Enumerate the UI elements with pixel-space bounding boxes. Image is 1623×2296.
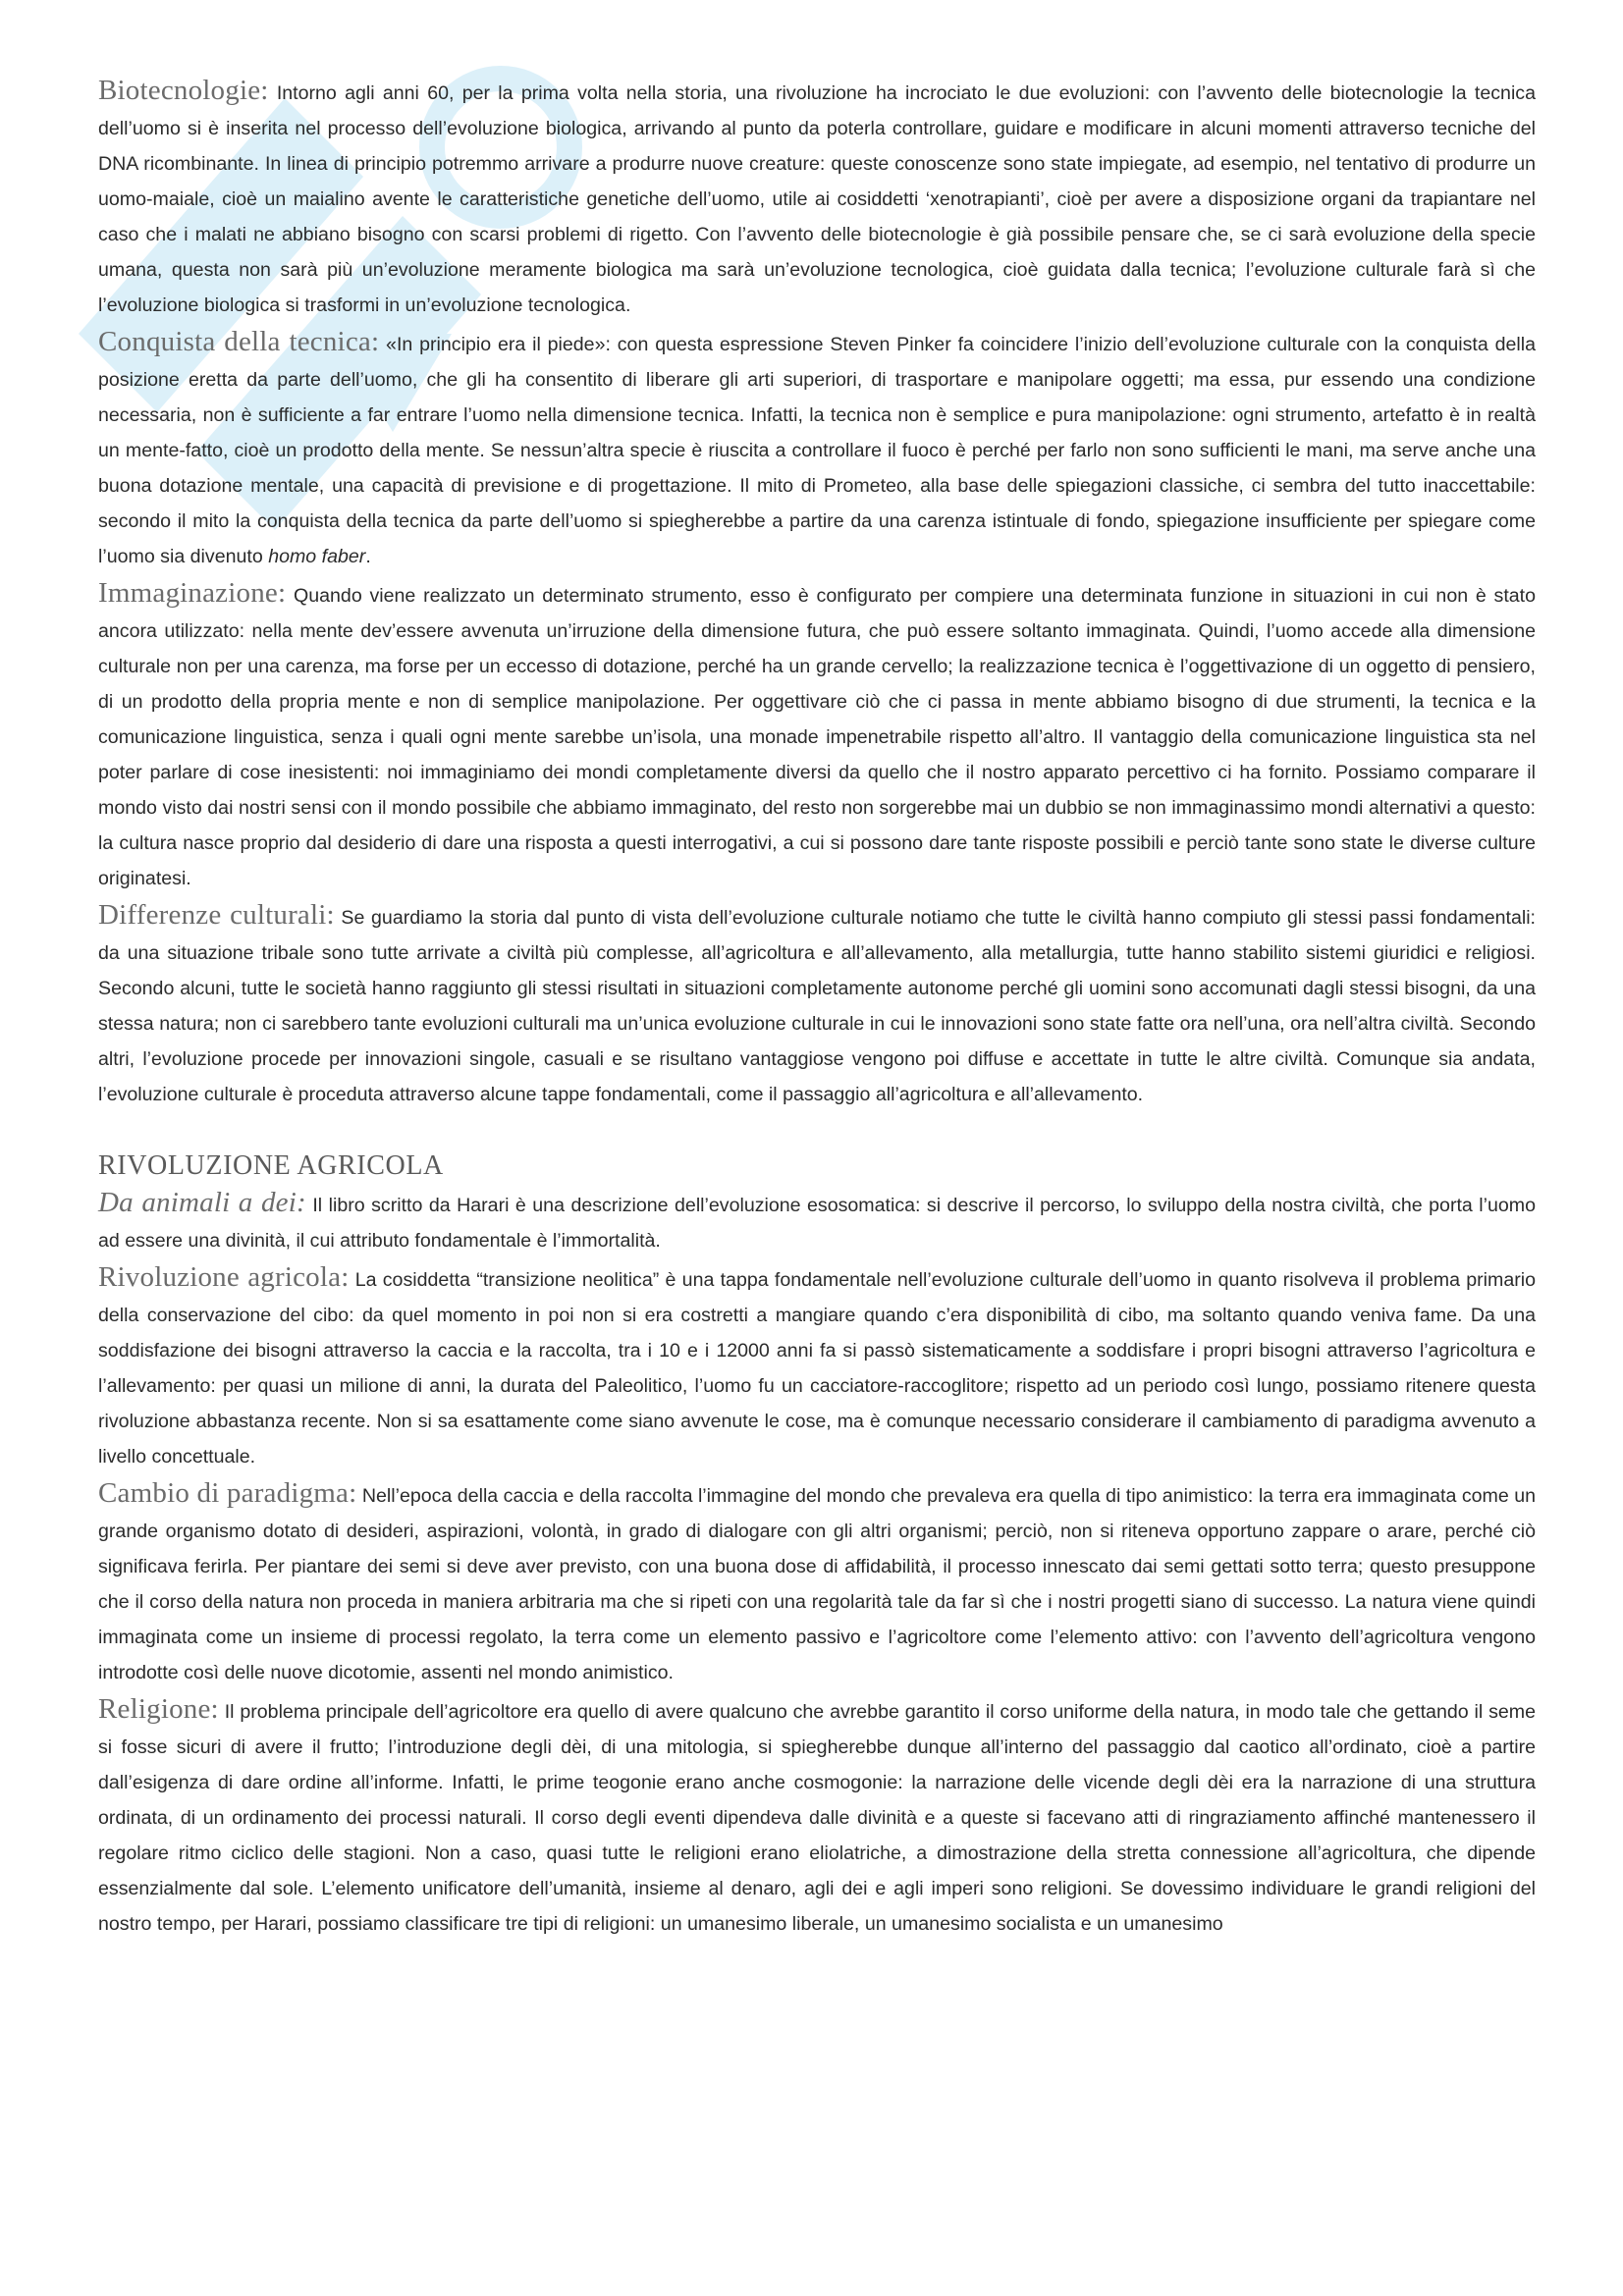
term-label: Biotecnologie:	[98, 75, 269, 106]
emphasis-text: homo faber	[268, 546, 366, 567]
paragraph-cambio-paradigma	[98, 1475, 1536, 1690]
paragraph-text: Se guardiamo la storia dal punto di vista dell’evoluzione culturale notiamo che tutte le civiltà hanno compiuto gli stessi passi fondamentali: da una situazione tribale sono tutte arrivate a civiltà più complesse, all’agricoltura e all’allevamento, alla metallurgia, tutte hanno stabilito sistemi giuridici e religiosi. Secondo alcuni, tutte le società hanno raggiunto gli stessi risultati in situazioni completamente autonome perché gli uomini sono accomunati dagli stessi bisogni, da una stessa natura; non ci sarebbero tante evoluzioni culturali ma un’unica evoluzione culturale in cui le innovazioni sono state fatte ora nell’una, ora nell’altra civiltà. Secondo altri, l’evoluzione procede per innovazioni singole, casuali e se risultano vantaggiose vengono poi diffuse e accettate in tutte le altre civiltà. Comunque sia andata, l’evoluzione culturale è proceduta attraverso alcune tappe fondamentali, come il passaggio all’agricoltura e all’allevamento.	[98, 907, 1536, 1105]
paragraph-text: Quando viene realizzato un determinato strumento, esso è configurato per compiere una determinata funzione in situazioni in cui non è stato ancora utilizzato: nella mente dev’essere avvenuta un’irruzione della dimensione futura, che può essere soltanto immaginata. Quindi, l’uomo accede alla dimensione culturale non per una carenza, ma forse per un eccesso di dotazione, perché ha un grande cervello; la realizzazione tecnica è l’oggettivazione di un oggetto di pensiero, di un prodotto della propria mente e non di semplice manipolazione. Per oggettivare ciò che ci passa in mente abbiamo bisogno di due strumenti, la tecnica e la comunicazione linguistica, senza i quali ogni mente sarebbe un’isola, una monade impenetrabile rispetto all’altro. Il vantaggio della comunicazione linguistica sta nel poter parlare di cose inesistenti: noi immaginiamo dei mondi completamente diversi da quello che il nostro apparato percettivo ci ha fornito. Possiamo comparare il mondo visto dai nostri sensi con il mondo possibile che abbiamo immaginato, del resto non sorgerebbe mai un dubbio se non immaginassimo mondi alternativi a questo: la cultura nasce proprio dal desiderio di dare una risposta a questi interrogativi, a cui si possono dare tante risposte possibili e perciò tante sono state le diverse culture originatesi.	[98, 585, 1536, 889]
paragraph-text: La cosiddetta “transizione neolitica” è una tappa fondamentale nell’evoluzione culturale dell’uomo in quanto risolveva il problema primario della conservazione del cibo: da quel momento in poi non si era costretti a mangiare quando c’era disponibilità di cibo, ma soltanto quando veniva fame. Da una soddisfazione dei bisogni attraverso la caccia e la raccolta, tra i 10 e i 12000 anni fa si passò sistematicamente a soddisfare i propri bisogni attraverso l’agricoltura e l’allevamento: per quasi un milione di anni, la durata del Paleolitico, l’uomo fu un cacciatore-raccoglitore; rispetto ad un periodo così lungo, possiamo ritenere questa rivoluzione abbastanza recente. Non si sa esattamente come siano avvenute le cose, ma è comunque necessario considerare il cambiamento di paradigma avvenuto a livello concettuale.	[98, 1269, 1537, 1468]
paragraph-tail: .	[365, 546, 371, 567]
document-page	[98, 73, 1536, 1943]
paragraph-text: «In principio era il piede»: con questa espressione Steven Pinker fa coincidere l’inizio dell’evoluzione culturale con la conquista della posizione eretta da parte dell’uomo, che gli ha consentito di liberare gli arti superiori, di trasportare e manipolare oggetti; ma essa, pur essendo una condizione necessaria, non è sufficiente a far entrare l’uomo nella dimensione tecnica. Infatti, la tecnica non è semplice e pura manipolazione: ogni strumento, artefatto è in realtà un mente-fatto, cioè un prodotto della mente. Se nessun’altra specie è riuscita a controllare il fuoco è perché per farlo non sono sufficienti le mani, ma serve anche una buona dotazione mentale, una capacità di previsione e di progettazione. Il mito di Prometeo, alla base delle spiegazioni classiche, ci sembra del tutto inaccettabile: secondo il mito la conquista della tecnica da parte dell’uomo si spiegherebbe a partire da una carenza istintuale di fondo, spiegazione insufficiente per spiegare come l’uomo sia divenuto	[98, 334, 1536, 567]
paragraph-religione	[98, 1691, 1536, 1942]
paragraph-text: Intorno agli anni 60, per la prima volta nella storia, una rivoluzione ha incrociato le due evoluzioni: con l’avvento delle biotecnologie la tecnica dell’uomo si è inserita nel processo dell’evoluzione biologica, arrivando al punto da poterla controllare, guidare e modificare in alcuni momenti attraverso tecniche del DNA ricombinante. In linea di principio potremmo arrivare a produrre nuove creature: queste conoscenze sono state impiegate, ad esempio, nel tentativo di produrre un uomo-maiale, cioè un maialino avente le caratteristiche genetiche dell’uomo, utile ai cosiddetti ‘xenotrapianti’, cioè per avere a disposizione organi da trapiantare nel caso che i malati ne abbiano bisogno con scarsi problemi di rigetto. Con l’avvento delle biotecnologie è già possibile pensare che, se ci sarà evoluzione della specie umana, questa non sarà più un’evoluzione meramente biologica ma sarà un’evoluzione tecnologica, cioè guidata dalla tecnica; l’evoluzione culturale farà sì che l’evoluzione biologica si trasformi in un’evoluzione tecnologica.	[98, 82, 1536, 316]
paragraph-rivoluzione-agricola	[98, 1259, 1536, 1474]
paragraph-differenze-culturali	[98, 897, 1536, 1112]
term-label: Conquista della tecnica:	[98, 326, 380, 357]
term-label: Religione:	[98, 1693, 219, 1725]
term-label: Cambio di paradigma:	[98, 1477, 357, 1509]
term-label: Immaginazione:	[98, 577, 287, 609]
term-label: Differenze culturali:	[98, 899, 335, 931]
term-label: Rivoluzione agricola:	[98, 1261, 350, 1293]
section-title: RIVOLUZIONE AGRICOLA	[98, 1150, 444, 1181]
paragraph-biotecnologie	[98, 73, 1536, 323]
paragraph-text: Nell’epoca della caccia e della raccolta l’immagine del mondo che prevaleva era quella di tipo animistico: la terra era immaginata come un grande organismo dotato di desideri, aspirazioni, volontà, in grado di dialogare con gli altri organismi; perciò, non si riteneva opportuno zappare o arare, perché ciò significava ferirla. Per piantare dei semi si deve aver previsto, con una buona dose di affidabilità, il processo innescato dai semi gettati sotto terra; questo presuppone che il corso della natura non proceda in maniera arbitraria ma che si ripeti con una regolarità tale da far sì che i nostri progetti siano di successo. La natura viene quindi immaginata come un insieme di processi regolato, la terra come un elemento passivo e l’agricoltore come l’elemento attivo: con l’avvento dell’agricoltura vengono introdotte così delle nuove dicotomie, assenti nel mondo animistico.	[98, 1485, 1536, 1683]
paragraph-text: Il problema principale dell’agricoltore era quello di avere qualcuno che avrebbe garantito il corso uniforme della natura, in modo tale che gettando il seme si fosse sicuri di avere il frutto; l’introduzione degli dèi, di una mitologia, si spiegherebbe dunque all’interno del passaggio dal caotico all’ordinato, cioè a partire dall’esigenza di dare ordine all’informe. Infatti, le prime teogonie erano anche cosmogonie: la narrazione delle vicende degli dèi era la narrazione di una struttura ordinata, di un ordinamento dei processi naturali. Il corso degli eventi dipendeva dalle divinità e a queste si facevano atti di ringraziamento affinché mantenessero il regolare ritmo ciclico delle stagioni. Non a caso, quasi tutte le religioni erano eliolatriche, a dimostrazione della stretta connessione all’agricoltura, che dipende essenzialmente dal sole. L’elemento unificatore dell’umanità, insieme al denaro, agli dei e agli imperi sono religioni. Se dovessimo individuare le grandi religioni del nostro tempo, per Harari, possiamo classificare tre tipi di religioni: un umanesimo liberale, un umanesimo socialista e un umanesimo	[98, 1701, 1536, 1935]
paragraph-immaginazione	[98, 575, 1536, 896]
paragraph-da-animali-a-dei	[98, 1185, 1536, 1258]
paragraph-conquista-tecnica	[98, 324, 1536, 574]
paragraph-text: Il libro scritto da Harari è una descrizione dell’evoluzione esosomatica: si descrive il percorso, lo sviluppo della nostra civiltà, che porta l’uomo ad essere una divinità, il cui attributo fondamentale è l’immortalità.	[98, 1195, 1536, 1252]
term-label: Da animali a dei:	[98, 1187, 306, 1218]
